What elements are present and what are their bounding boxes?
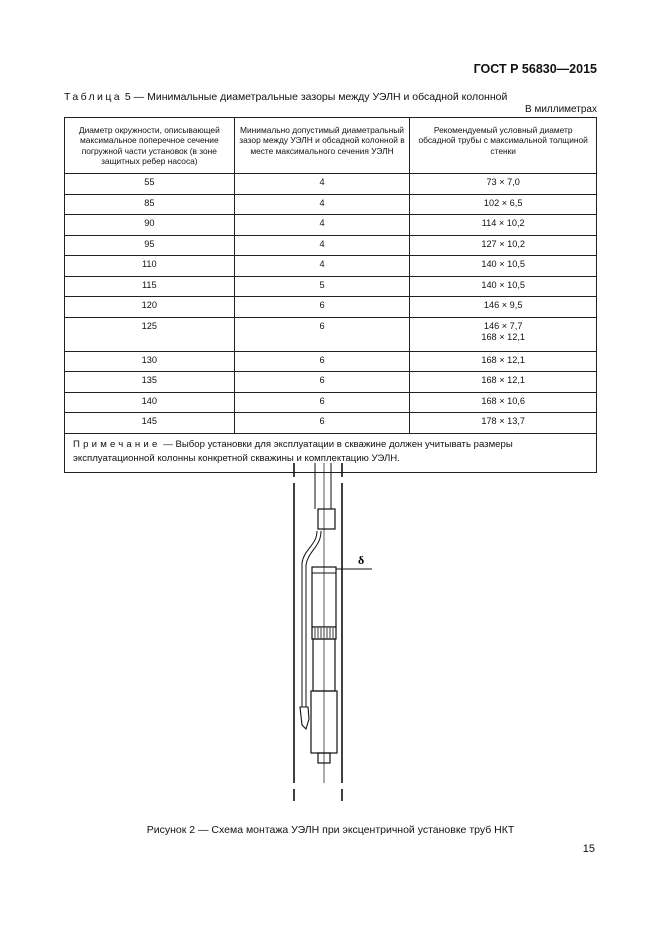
table-caption-text: 5 — Минимальные диаметральные зазоры между УЭЛН и обсадной колонной	[121, 91, 508, 103]
table-row	[65, 276, 597, 297]
table-row	[65, 215, 597, 236]
power-cable	[302, 531, 317, 707]
cell-pipe: 168 × 10,6	[410, 392, 597, 413]
table-row	[65, 256, 597, 277]
gap-symbol: δ	[358, 553, 365, 567]
cell-diameter: 135	[65, 372, 235, 393]
cell-pipe: 178 × 13,7	[410, 413, 597, 434]
table-row	[65, 317, 597, 351]
cell-gap: 5	[234, 276, 410, 297]
cell-gap: 6	[234, 413, 410, 434]
table-caption-label: Таблица	[64, 91, 122, 103]
note-text: — Выбор установки для эксплуатации в скважине должен учитывать размеры эксплуатационной колонны конкретной скважины и комплектацию УЭЛН.	[73, 438, 513, 464]
cell-pipe: 146 × 9,5	[410, 297, 597, 318]
cell-pipe: 140 × 10,5	[410, 276, 597, 297]
clearance-table	[64, 117, 597, 473]
cell-diameter: 130	[65, 351, 235, 372]
cable-head	[300, 707, 309, 729]
cell-gap: 4	[234, 256, 410, 277]
table-row	[65, 413, 597, 434]
cell-gap: 6	[234, 317, 410, 351]
cell-diameter: 55	[65, 174, 235, 195]
column-header-gap: Минимально допустимый диаметральный зазор между УЭЛН и обсадной колонной в месте максимального сечения УЭЛН	[234, 118, 410, 174]
cell-pipe: 127 × 10,2	[410, 235, 597, 256]
cell-pipe: 168 × 12,1	[410, 351, 597, 372]
cell-pipe	[410, 317, 597, 351]
cell-gap: 6	[234, 297, 410, 318]
cell-pipe-line: 146 × 7,7	[483, 320, 523, 331]
table-row	[65, 235, 597, 256]
cell-gap: 6	[234, 392, 410, 413]
cell-diameter: 95	[65, 235, 235, 256]
figure-caption: Рисунок 2 — Схема монтажа УЭЛН при эксцентричной установке труб НКТ	[146, 824, 515, 836]
cell-gap: 4	[234, 215, 410, 236]
cell-diameter: 145	[65, 413, 235, 434]
table-units: В миллиметрах	[525, 104, 597, 115]
table-caption	[64, 91, 507, 103]
cell-pipe-line: 168 × 12,1	[481, 331, 526, 342]
table-row	[65, 297, 597, 318]
table-row	[65, 372, 597, 393]
table-header-row	[65, 118, 597, 174]
cell-gap: 6	[234, 351, 410, 372]
cell-gap: 4	[234, 174, 410, 195]
page-number: 15	[582, 843, 595, 855]
cell-gap: 6	[234, 372, 410, 393]
cell-gap: 4	[234, 235, 410, 256]
cell-diameter: 115	[65, 276, 235, 297]
cell-gap: 4	[234, 194, 410, 215]
column-header-diameter: Диаметр окружности, описывающей максимальное поперечное сечение погружной части установок (в зоне защитных ребер насоса)	[65, 118, 235, 174]
note-label: Примечание	[73, 438, 161, 450]
cell-diameter: 85	[65, 194, 235, 215]
cell-pipe: 102 × 6,5	[410, 194, 597, 215]
cell-diameter: 140	[65, 392, 235, 413]
column-header-pipe: Рекомендуемый условный диаметр обсадной трубы с максимальной толщиной стенки	[410, 118, 597, 174]
cell-diameter: 110	[65, 256, 235, 277]
cell-pipe: 114 × 10,2	[410, 215, 597, 236]
installation-diagram	[280, 463, 390, 808]
cell-pipe: 140 × 10,5	[410, 256, 597, 277]
table-row	[65, 392, 597, 413]
cell-pipe: 168 × 12,1	[410, 372, 597, 393]
cell-pipe: 73 × 7,0	[410, 174, 597, 195]
table-row	[65, 174, 597, 195]
cell-diameter: 125	[65, 317, 235, 351]
table-row	[65, 194, 597, 215]
cell-diameter: 120	[65, 297, 235, 318]
cell-diameter: 90	[65, 215, 235, 236]
standard-designation: ГОСТ Р 56830—2015	[473, 62, 597, 76]
intake-slots	[315, 628, 333, 638]
table-row	[65, 351, 597, 372]
tubing-coupling	[318, 509, 335, 529]
